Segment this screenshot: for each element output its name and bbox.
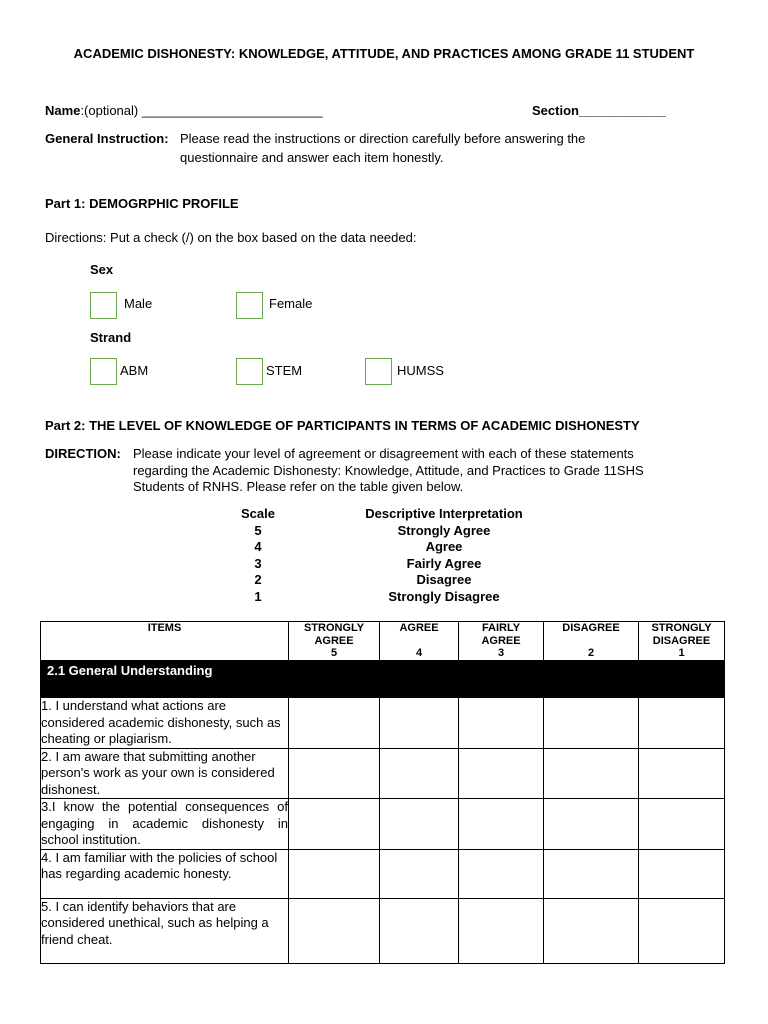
rating-cell[interactable] bbox=[544, 849, 639, 898]
column-header-strongly-agree bbox=[289, 622, 380, 661]
stem-checkbox[interactable] bbox=[236, 358, 263, 385]
sex-label: Sex bbox=[90, 262, 114, 277]
column-header-number: 4 bbox=[415, 647, 423, 659]
questionnaire-table bbox=[40, 621, 725, 964]
interpretation-label: Fairly Agree bbox=[406, 555, 482, 571]
rating-cell[interactable] bbox=[544, 698, 639, 749]
rating-cell[interactable] bbox=[459, 849, 544, 898]
part1-heading: Part 1: DEMOGRPHIC PROFILE bbox=[45, 196, 239, 211]
rating-cell[interactable] bbox=[639, 799, 725, 850]
rating-cell[interactable] bbox=[544, 799, 639, 850]
part2-heading: Part 2: THE LEVEL OF KNOWLEDGE OF PARTICIPANTS IN TERMS OF ACADEMIC DISHONESTY bbox=[45, 418, 640, 433]
rating-cell[interactable] bbox=[380, 748, 459, 799]
interpretation-label: Strongly Disagree bbox=[388, 588, 500, 604]
scale-legend-interpretations bbox=[334, 506, 554, 605]
part1-directions: Directions: Put a check (/) on the box based on the data needed: bbox=[45, 230, 417, 245]
document-title: ACADEMIC DISHONESTY: KNOWLEDGE, ATTITUDE, AND PRACTICES AMONG GRADE 11 STUDENT bbox=[73, 46, 695, 61]
table-row bbox=[41, 799, 725, 850]
strand-label: Strand bbox=[90, 330, 132, 345]
humss-option-label: HUMSS bbox=[397, 363, 444, 378]
stem-option-label: STEM bbox=[266, 363, 303, 378]
rating-cell[interactable] bbox=[289, 748, 380, 799]
general-instruction-label: General Instruction: bbox=[45, 131, 169, 146]
items-column-header: ITEMS bbox=[41, 622, 289, 661]
column-header-line: DISAGREE bbox=[652, 635, 711, 647]
name-line[interactable] bbox=[45, 103, 323, 119]
column-header-line: AGREE bbox=[314, 635, 354, 647]
general-instruction-text-1: Please read the instructions or direction carefully before answering the bbox=[180, 131, 586, 146]
rating-cell[interactable] bbox=[459, 748, 544, 799]
scale-legend-values bbox=[218, 506, 298, 605]
direction-text-3: Students of RNHS. Please refer on the table given below. bbox=[133, 479, 464, 494]
item-statement: 1. I understand what actions are considered academic dishonesty, such as cheating or plagiarism. bbox=[41, 698, 289, 749]
interpretation-label: Agree bbox=[425, 539, 463, 554]
abm-checkbox[interactable] bbox=[90, 358, 117, 385]
column-header-line: AGREE bbox=[399, 622, 439, 634]
direction-label: DIRECTION: bbox=[45, 446, 121, 461]
rating-cell[interactable] bbox=[380, 799, 459, 850]
rating-cell[interactable] bbox=[639, 849, 725, 898]
rating-cell[interactable] bbox=[289, 698, 380, 749]
column-header-number: 2 bbox=[587, 647, 595, 659]
male-checkbox[interactable] bbox=[90, 292, 117, 319]
rating-cell[interactable] bbox=[289, 849, 380, 898]
interpretation-label: Strongly Agree bbox=[397, 522, 491, 538]
general-instruction-text-2: questionnaire and answer each item honestly. bbox=[180, 150, 444, 165]
table-row bbox=[41, 849, 725, 898]
column-header-fairly-agree bbox=[459, 622, 544, 661]
item-statement: 5. I can identify behaviors that are considered unethical, such as helping a friend cheat. bbox=[41, 898, 289, 963]
rating-cell[interactable] bbox=[459, 698, 544, 749]
rating-cell[interactable] bbox=[639, 898, 725, 963]
rating-cell[interactable] bbox=[289, 898, 380, 963]
scale-value: 2 bbox=[254, 572, 262, 587]
item-statement: 3.I know the potential consequences of engaging in academic dishonesty in school institution. bbox=[41, 799, 288, 847]
section-row bbox=[41, 661, 725, 698]
rating-cell[interactable] bbox=[459, 799, 544, 850]
table-row bbox=[41, 898, 725, 963]
interpretation-label: Disagree bbox=[416, 572, 472, 587]
rating-cell[interactable] bbox=[639, 748, 725, 799]
direction-text-2: regarding the Academic Dishonesty: Knowledge, Attitude, and Practices to Grade 11SHS bbox=[133, 463, 644, 478]
scale-value: 4 bbox=[254, 539, 262, 554]
column-header-line: AGREE bbox=[481, 635, 521, 647]
rating-cell[interactable] bbox=[380, 698, 459, 749]
rating-cell[interactable] bbox=[289, 799, 380, 850]
direction-text-1: Please indicate your level of agreement or disagreement with each of these statements bbox=[133, 446, 634, 461]
humss-checkbox[interactable] bbox=[365, 358, 392, 385]
name-label: Name bbox=[45, 103, 81, 118]
female-checkbox[interactable] bbox=[236, 292, 263, 319]
column-header-line: FAIRLY bbox=[481, 622, 521, 634]
column-header-line: STRONGLY bbox=[303, 622, 365, 634]
section-line[interactable]: Section____________ bbox=[532, 103, 666, 118]
scale-header: Scale bbox=[241, 506, 275, 521]
abm-option-label: ABM bbox=[120, 363, 149, 378]
table-row bbox=[41, 698, 725, 749]
rating-cell[interactable] bbox=[544, 898, 639, 963]
male-option-label: Male bbox=[124, 296, 153, 311]
scale-value: 1 bbox=[254, 588, 262, 604]
rating-cell[interactable] bbox=[544, 748, 639, 799]
column-header-number: 5 bbox=[330, 647, 338, 659]
interpretation-header: Descriptive Interpretation bbox=[365, 506, 523, 521]
scale-value: 3 bbox=[254, 555, 262, 571]
female-option-label: Female bbox=[269, 296, 313, 311]
column-header-line: DISAGREE bbox=[562, 622, 620, 634]
column-header-strongly-disagree bbox=[639, 622, 725, 661]
item-statement: 4. I am familiar with the policies of school has regarding academic honesty. bbox=[41, 849, 289, 898]
section-title: 2.1 General Understanding bbox=[41, 661, 725, 698]
column-header-agree bbox=[380, 622, 459, 661]
rating-cell[interactable] bbox=[380, 849, 459, 898]
column-header-line: STRONGLY bbox=[651, 622, 712, 634]
rating-cell[interactable] bbox=[380, 898, 459, 963]
item-statement: 2. I am aware that submitting another person's work as your own is considered dishonest. bbox=[41, 748, 289, 799]
table-row bbox=[41, 748, 725, 799]
table-header-row bbox=[41, 622, 725, 661]
rating-cell[interactable] bbox=[639, 698, 725, 749]
scale-value: 5 bbox=[254, 522, 262, 538]
column-header-number: 3 bbox=[497, 647, 505, 659]
name-optional: :(optional) _________________________ bbox=[80, 103, 323, 118]
rating-cell[interactable] bbox=[459, 898, 544, 963]
column-header-disagree bbox=[544, 622, 639, 661]
column-header-number: 1 bbox=[678, 647, 685, 659]
